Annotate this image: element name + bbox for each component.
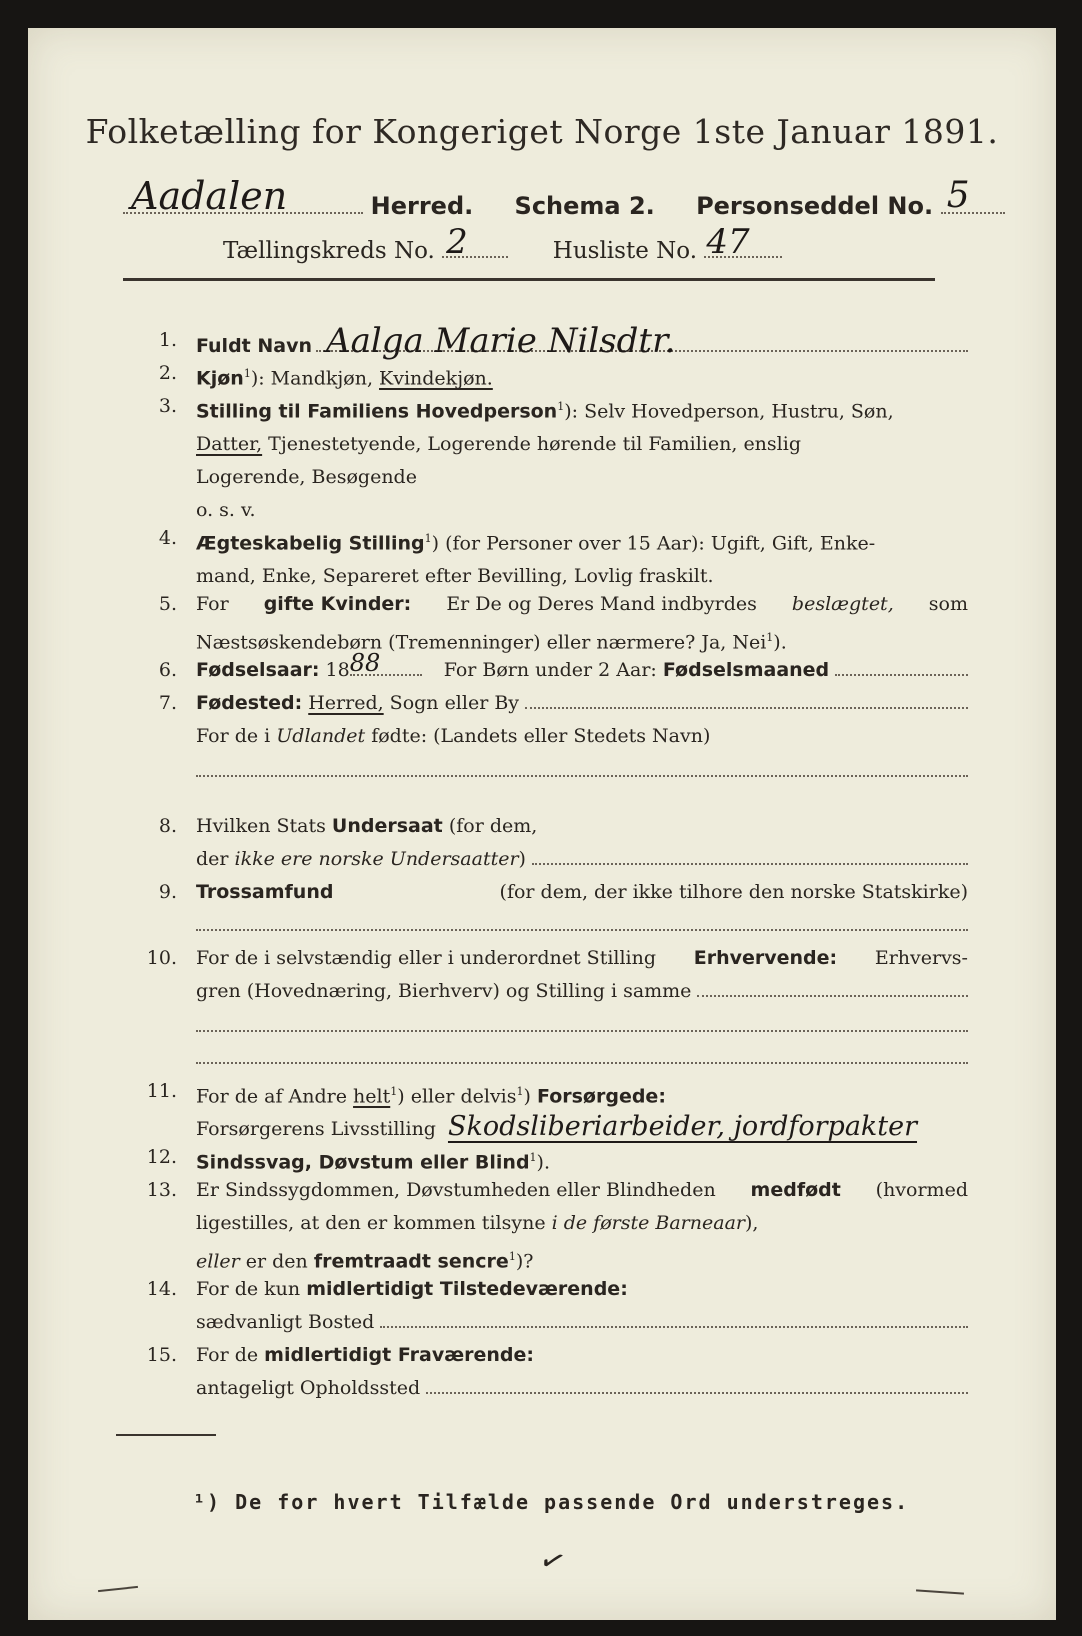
- question-number: 6.: [158, 659, 177, 681]
- question-number: 10.: [146, 947, 177, 969]
- family-position-options-2: Tjenestetyende, Logerende hørende til Familien, enslig: [268, 433, 801, 456]
- question-number: 2.: [158, 362, 177, 384]
- form-title: Folketælling for Kongeriget Norge 1ste Januar 1891.: [85, 112, 999, 151]
- full-name-value: Aalga Marie Nilsdtr.: [326, 321, 676, 361]
- question-number: 12.: [146, 1146, 177, 1168]
- footnote: [193, 1490, 909, 1514]
- marital-status-options: ) (for Personer over 15 Aar): Ugift, Gift, Enke-: [431, 532, 876, 555]
- family-position-label: Stilling til Familiens Hovedperson: [196, 400, 558, 423]
- footnote-ref: 1: [390, 1085, 398, 1098]
- full-name-field: [316, 321, 968, 361]
- temporary-present-label: midlertidigt Tilstedeværende:: [306, 1278, 628, 1300]
- temporary-absent-label: midlertidigt Fraværende:: [264, 1344, 534, 1366]
- q10-text: For de i selvstændig eller i underordnet Stilling: [196, 947, 657, 969]
- q11-text-2: ) eller delvis: [397, 1085, 517, 1108]
- gender-label: Kjøn: [196, 367, 244, 390]
- full-name-label: Fuldt Navn: [196, 335, 313, 357]
- birthplace-label: Fødested:: [196, 692, 303, 714]
- married-women-label: gifte Kvinder:: [263, 593, 412, 615]
- q5-text: For: [196, 593, 229, 615]
- question-number: 13.: [146, 1179, 177, 1201]
- footnote-ref: 1: [766, 631, 774, 644]
- q13-italic-2: eller: [196, 1250, 240, 1273]
- birth-year-field: [349, 649, 422, 677]
- q5-options: Næstsøskendebørn (Tremenninger) eller nærmere? Ja, Nei: [196, 631, 767, 654]
- question-number: 15.: [146, 1344, 177, 1366]
- ink-mark-check: ✓: [534, 1540, 571, 1583]
- q8-italic: ikke ere norske Undersaatter: [234, 848, 519, 870]
- marital-status-options-2: mand, Enke, Separeret efter Bevilling, Lovlig fraskilt.: [196, 565, 714, 588]
- footnote-text: De for hvert Tilfælde passende Ord understreges.: [235, 1490, 910, 1514]
- footnote-ref: 1: [243, 367, 251, 380]
- personseddel-field: [941, 175, 1005, 216]
- q8-text: Hvilken Stats: [196, 815, 326, 837]
- header-rule: [123, 278, 935, 281]
- ink-mark-left: [98, 1586, 138, 1592]
- birth-month-label: Fødselsmaaned: [662, 659, 830, 681]
- citizenship-field: [532, 843, 968, 865]
- schema-label: Schema 2.: [514, 192, 655, 220]
- footnote-ref: 1: [508, 1250, 516, 1263]
- usual-residence-label: sædvanligt Bosted: [196, 1311, 375, 1333]
- q8-text-2: (for dem,: [448, 815, 538, 837]
- personseddel-value: 5: [946, 175, 970, 216]
- birthplace-field: [525, 687, 968, 709]
- occupation-label: Erhvervende:: [693, 947, 838, 969]
- provider-occupation-field: [440, 1111, 968, 1143]
- q8-text-4: ): [518, 848, 526, 870]
- q13-text-3: ligestilles, at den er kommen tilsyne: [196, 1212, 546, 1234]
- ink-mark-right: [916, 1589, 964, 1594]
- birth-month-field: [835, 654, 968, 676]
- question-number: 1.: [158, 329, 177, 351]
- citizenship-label: Undersaat: [331, 815, 443, 837]
- header-row-herred: [123, 174, 1005, 220]
- q13-italic: i de første Barneaar: [551, 1212, 745, 1234]
- husliste-field: [704, 222, 782, 262]
- herred-label: Herred.: [370, 192, 474, 220]
- occupation-field: [697, 975, 968, 997]
- husliste-label: Husliste No.: [552, 238, 698, 264]
- husliste-value: 47: [706, 222, 750, 262]
- personseddel-label: Personseddel No.: [696, 192, 934, 220]
- footnote-ref: 1: [557, 400, 565, 413]
- kreds-label: Tællingskreds No.: [223, 238, 435, 264]
- gender-options: ): Mandkjøn,: [250, 367, 373, 390]
- support-selected: helt: [353, 1085, 391, 1108]
- birth-year-label: Fødselsaar:: [196, 659, 320, 681]
- birth-year-value: 88: [349, 649, 381, 677]
- question-number: 3.: [158, 395, 177, 417]
- provider-occupation-value: Skodsliberiarbeider, jordforpakter: [447, 1111, 918, 1143]
- birth-year-prefix: 18: [325, 659, 350, 681]
- q15-text: For de: [196, 1344, 259, 1366]
- family-position-options-3: Logerende, Besøgende: [196, 466, 417, 489]
- q10-text-2: Erhvervs-: [874, 947, 968, 969]
- congenital-label: medfødt: [750, 1179, 841, 1201]
- q12-text: ).: [536, 1151, 550, 1174]
- presumed-stay-field: [426, 1372, 968, 1394]
- family-position-selected: Datter,: [196, 433, 263, 456]
- q13-text-2: (hvormed: [875, 1179, 968, 1201]
- q9-text: (for dem, der ikke tilhore den norske Statskirke): [499, 881, 968, 903]
- question-number: 4.: [158, 527, 177, 549]
- presumed-stay-label: antageligt Opholdssted: [196, 1377, 421, 1399]
- q7-italic: Udlandet: [276, 725, 366, 747]
- usual-residence-field: [380, 1306, 968, 1328]
- disability-label: Sindssvag, Døvstum eller Blind: [196, 1151, 530, 1174]
- census-form-sheet: Folketælling for Kongeriget Norge 1ste Januar 1891. Aadalen Herred. Schema 2. Personseddel No. 5 Tællingskreds No. 2 Husliste No. 47 1. Fuldt Navn Aalga Marie Nilsdtr. 2. Kjøn$^1$): Mandkjøn, Kvindekjøn. 3. Stilling til Familiens Hovedperson$^1$): Selv Hovedperson, Hustru, Søn, Datter, Tjenestetyende, Logerende hørende til Familien, enslig Logerende, Besøgende o. s. v. 4. Ægteskabelig Stilling$^1$) (for Personer over 15 Aar): Ugift, Gift, Enke- mand, Enke, Separeret efter Bevilling, Lovlig fraskilt. 5. For gifte Kvinder: Er De og Deres Mand indbyrdes beslægtet, som Næstsøskendebørn (Tremenninger) eller nærmere? Ja, Nei$^1$). 6. Fødselsaar: 18 88 For Børn under 2 Aar: Fødselsmaaned 7. Fødested: Herred, Sogn eller By For de i Udlandet fødte: (Landets eller Stedets Navn) 8. Hvilken Stats Undersaat (for dem, der ikke ere norske Undersaatter ) 9. Trossamfund (for dem, der ikke tilhore den norske Statskirke) 10. For de i selvstændig eller i underordnet Stilling Erhvervende: Erhvervs- gren (Hovednæring, Bierhverv) og Stilling i samme 11. For de af Andre helt$^1$) eller delvis$^1$) Forsørgede: Forsørgerens Livsstilling Skodsliberiarbeider, jordforpakter 12. Sindssvag, Døvstum eller Blind$^1$). 13. Er Sindssygdommen, Døvstumheden eller Blindheden medfødt (hvormed ligestilles, at den er kommen tilsyne i de første Barneaar), eller er den fremtraadt sencre$^1$)? 14. For de kun midlertidigt Tilstedeværende: sædvanligt Bosted 15. For de midlertidigt Fraværende: antageligt Opholdssted ¹) De for hvert Tilfælde passende Ord understreges. ✓: [28, 28, 1056, 1620]
- q6-text: For Børn under 2 Aar:: [443, 659, 657, 681]
- herred-field: [123, 174, 363, 218]
- occupation-field-3: [196, 1032, 968, 1064]
- birthplace-selected: Herred,: [308, 692, 384, 714]
- footnote-rule: [116, 1434, 216, 1436]
- question-number: 5.: [158, 593, 177, 615]
- religion-label: Trossamfund: [196, 881, 334, 903]
- family-position-options-4: o. s. v.: [196, 499, 256, 522]
- later-onset-label: fremtraadt sencre: [313, 1250, 509, 1273]
- family-position-options: ): Selv Hovedperson, Hustru, Søn,: [564, 400, 894, 423]
- question-number: 9.: [158, 881, 177, 903]
- provider-occupation-label: Forsørgerens Livsstilling: [196, 1118, 436, 1141]
- question-number: 7.: [158, 692, 177, 714]
- q5-italic: beslægtet,: [791, 593, 894, 615]
- q5-text-3: som: [928, 593, 968, 615]
- q14-text: For de kun: [196, 1278, 301, 1300]
- footnote-ref: 1: [516, 1085, 524, 1098]
- birthplace-options: Sogn eller By: [389, 692, 520, 714]
- dependents-label: Forsørgede:: [536, 1085, 666, 1108]
- q10-text-3: gren (Hovednæring, Bierhverv) og Stilling i samme: [196, 980, 692, 1002]
- religion-field: [196, 909, 968, 931]
- q8-text-3: der: [196, 848, 229, 870]
- question-number: 8.: [158, 815, 177, 837]
- question-number: 11.: [146, 1080, 177, 1102]
- q13-text-6: )?: [515, 1250, 534, 1273]
- footnote-ref: 1: [529, 1151, 537, 1164]
- q7-text: For de i: [196, 725, 271, 747]
- kreds-field: [442, 222, 508, 262]
- gender-selected: Kvindekjøn.: [379, 367, 493, 390]
- marital-status-label: Ægteskabelig Stilling: [196, 532, 425, 555]
- question-number: 14.: [146, 1278, 177, 1300]
- q11-text: For de af Andre: [196, 1085, 347, 1108]
- q13-text-4: ),: [745, 1212, 759, 1234]
- q5-text-2: Er De og Deres Mand indbyrdes: [446, 593, 757, 615]
- q13-text: Er Sindssygdommen, Døvstumheden eller Blindheden: [196, 1179, 716, 1201]
- header-row-kreds: [223, 222, 782, 264]
- footnote-marker: ¹): [193, 1490, 222, 1514]
- kreds-value: 2: [446, 222, 468, 262]
- q13-text-5: er den: [245, 1250, 308, 1273]
- foreign-birthplace-field: [196, 753, 968, 777]
- occupation-field-2: [196, 1008, 968, 1032]
- q7-text-2: fødte: (Landets eller Stedets Navn): [371, 725, 711, 747]
- footnote-ref: 1: [424, 532, 432, 545]
- herred-value: Aadalen: [131, 174, 288, 218]
- q11-text-3: ): [523, 1085, 531, 1108]
